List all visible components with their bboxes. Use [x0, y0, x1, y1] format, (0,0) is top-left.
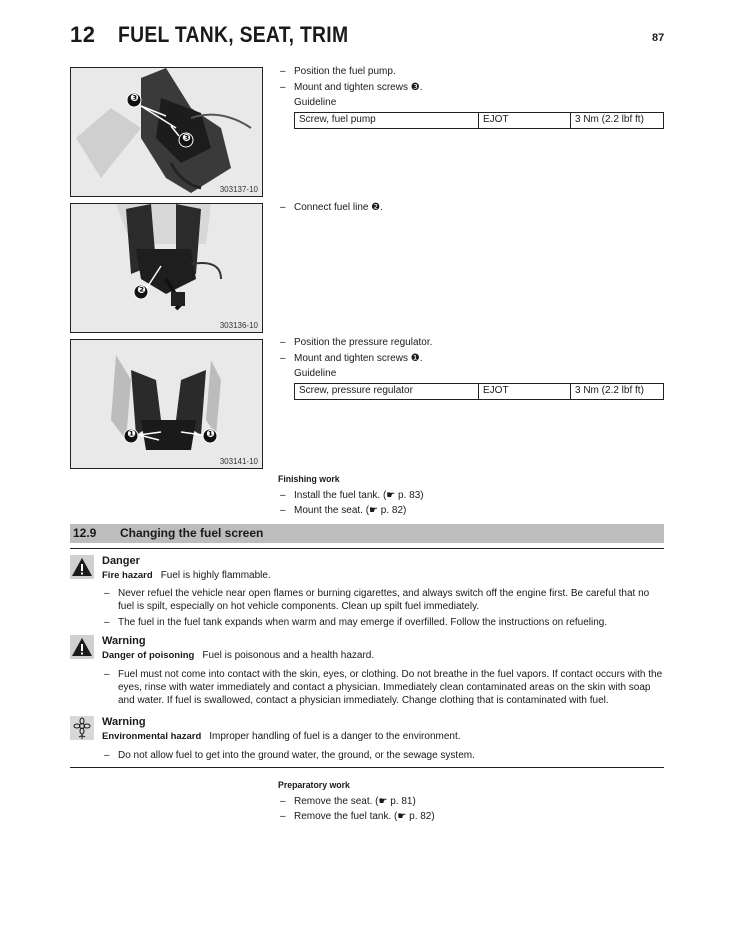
warning-text: Improper handling of fuel is a danger to the environment. [209, 731, 461, 742]
callout-2: ❷ [137, 285, 146, 296]
step: – Position the pressure regulator. [278, 335, 668, 351]
finishing-work [278, 472, 668, 519]
section-title: Changing the fuel screen [120, 526, 264, 540]
spec-torque: 3 Nm (2.2 lbf ft) [571, 383, 664, 399]
spec-type: EJOT [479, 112, 571, 128]
warning-bullet: – Fuel must not come into contact with the skin, eyes, or clothing. Do not breathe in the fuel vapors. If contact occurs with the eyes, rinse with water immediately and contact a physician. Immediately clean contaminated areas on the skin with soap and water. If fuel is swallowed, contact a physician immediately. Change clothing that is contaminated with fuel. [102, 668, 664, 707]
divider [70, 548, 664, 549]
danger-title: Danger [102, 555, 140, 567]
step: – Install the fuel tank. (☛ p. 83) [278, 488, 668, 504]
callout-3b: ❸ [182, 133, 191, 144]
step: – Mount and tighten screws ❶. [278, 351, 668, 367]
photo-fuel-line [70, 203, 263, 333]
warning-title: Warning [102, 716, 146, 728]
callout-3a: ❸ [130, 93, 139, 104]
step: – Mount the seat. (☛ p. 82) [278, 503, 668, 519]
steps-pressure-regulator [278, 335, 668, 400]
callout-1b: ❶ [206, 429, 215, 440]
spec-item: Screw, pressure regulator [295, 383, 479, 399]
spec-torque: 3 Nm (2.2 lbf ft) [571, 112, 664, 128]
warning-triangle-icon [70, 555, 94, 579]
warning-title: Warning [102, 635, 146, 647]
warning-text: Fuel is poisonous and a health hazard. [202, 650, 375, 661]
steps-fuel-line [278, 200, 668, 216]
danger-label: Fire hazard [102, 570, 153, 581]
chapter-number: 12 [70, 22, 96, 47]
steps-fuel-pump [278, 64, 668, 129]
spec-table [294, 383, 664, 400]
preparatory-work [278, 778, 668, 825]
photo-pressure-regulator [70, 339, 263, 469]
spec-item: Screw, fuel pump [295, 112, 479, 128]
warning-label: Environmental hazard [102, 731, 202, 742]
photo-id: 303136-10 [219, 321, 258, 330]
step: – Position the fuel pump. [278, 64, 668, 80]
section-number: 12.9 [73, 526, 97, 540]
preparatory-work-heading: Preparatory work [278, 780, 350, 791]
guideline-label: Guideline [294, 97, 337, 108]
spec-table [294, 112, 664, 129]
step: – Remove the seat. (☛ p. 81) [278, 794, 668, 810]
finishing-work-heading: Finishing work [278, 474, 340, 485]
photo-id: 303141-10 [219, 457, 258, 466]
danger-text: Fuel is highly flammable. [160, 570, 271, 581]
danger-bullet: – The fuel in the fuel tank expands when warm and may emerge if overfilled. Follow the instructions on refueling. [102, 616, 664, 629]
divider [70, 767, 664, 768]
spec-type: EJOT [479, 383, 571, 399]
step: – Remove the fuel tank. (☛ p. 82) [278, 809, 668, 825]
page-number: 87 [652, 32, 665, 44]
step: – Connect fuel line ❷. [278, 200, 668, 216]
warning-bullet: – Do not allow fuel to get into the ground water, the ground, or the sewage system. [102, 749, 664, 762]
flower-environment-icon [70, 716, 94, 740]
danger-bullet: – Never refuel the vehicle near open flames or burning cigarettes, and always switch off the engine first. Be careful that no fuel is spilt, especially on hot vehicle components. Clean up spilt fuel immediately. [102, 587, 664, 613]
section-heading [70, 524, 664, 543]
photo-id: 303137-10 [219, 185, 258, 194]
callout-1a: ❶ [127, 429, 136, 440]
warning-label: Danger of poisoning [102, 650, 195, 661]
warning-triangle-icon [70, 635, 94, 659]
step: – Mount and tighten screws ❸. [278, 80, 668, 96]
chapter-title: FUEL TANK, SEAT, TRIM [118, 22, 349, 47]
photo-fuel-pump [70, 67, 263, 197]
guideline-label: Guideline [294, 368, 337, 379]
